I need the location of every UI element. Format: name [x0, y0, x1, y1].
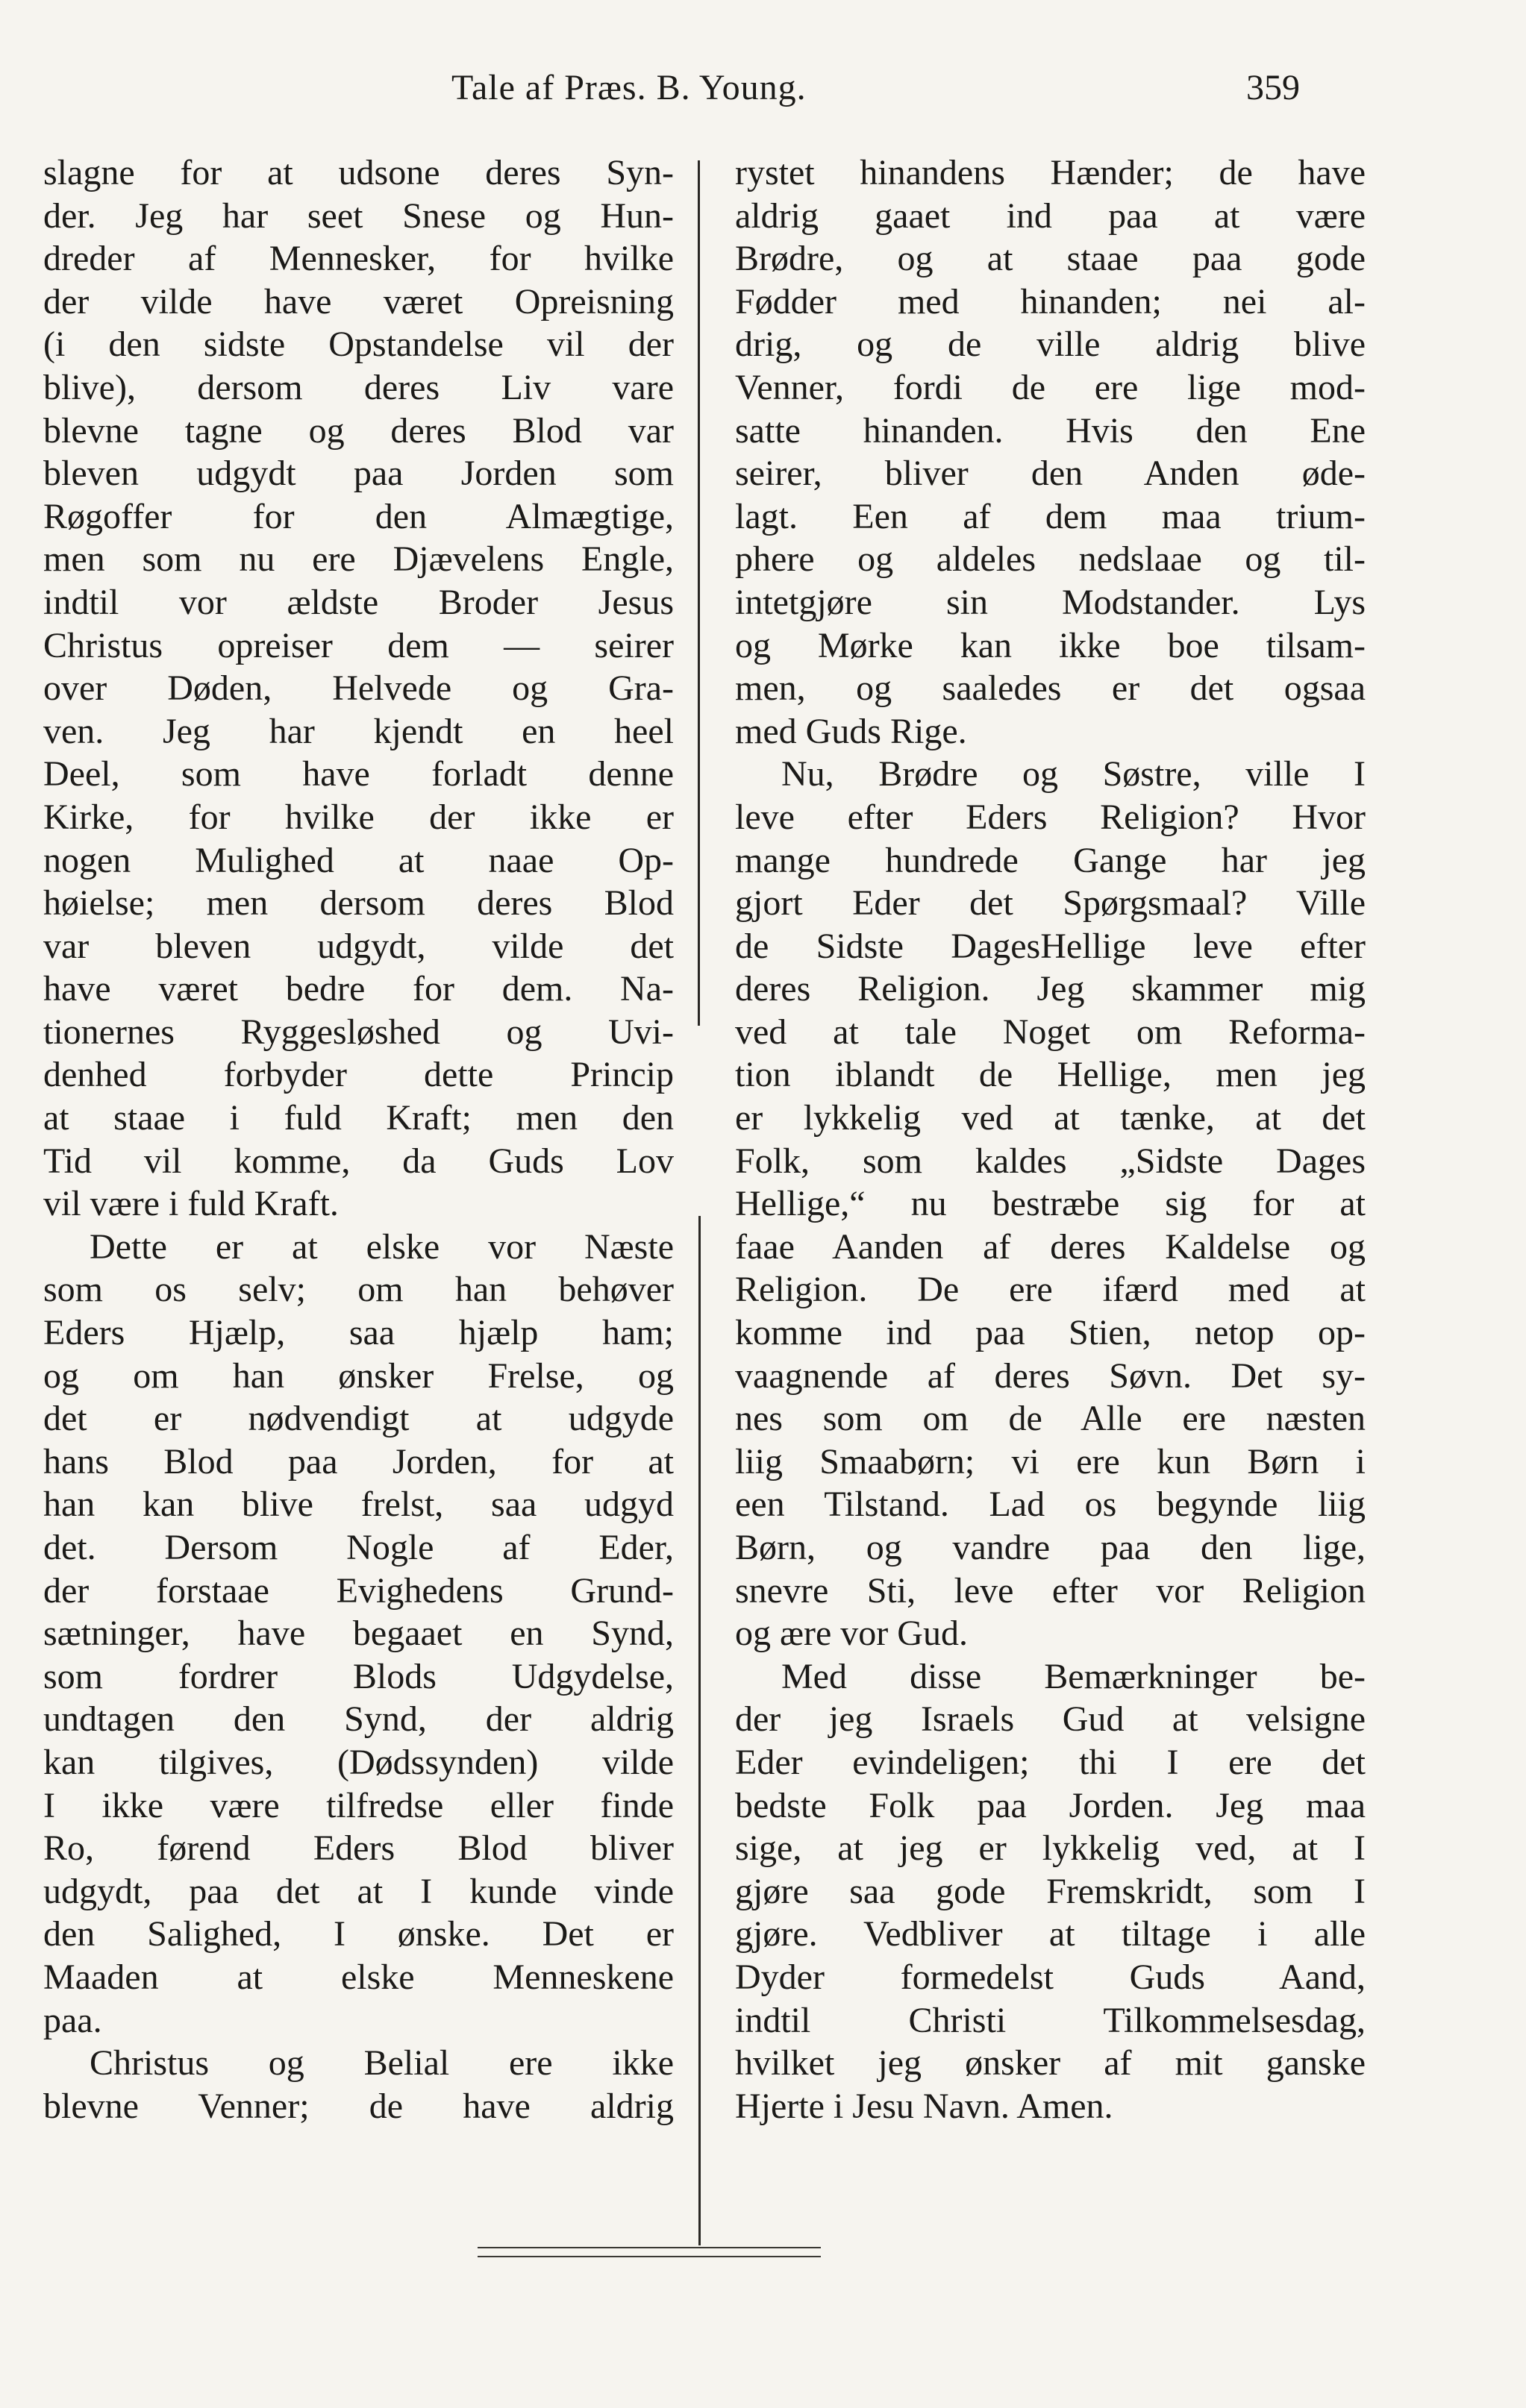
text-line: komme ind paa Stien, netop op-: [735, 1313, 1366, 1353]
text-line: sætninger, have begaaet en Synd,: [43, 1614, 674, 1654]
text-line: og ære vor Gud.: [735, 1614, 968, 1654]
text-line: der. Jeg har seet Snese og Hun-: [43, 195, 674, 236]
text-line: gjøre saa gode Fremskridt, som I: [735, 1871, 1366, 1911]
text-line: Kirke, for hvilke der ikke er: [43, 797, 674, 837]
text-line: Brødre, og at staae paa gode: [735, 239, 1366, 279]
running-head: [0, 67, 1526, 119]
text-line: I ikke være tilfredse eller finde: [43, 1785, 674, 1825]
text-line: Fødder med hinanden; nei al-: [735, 281, 1366, 322]
text-line: Folk, som kaldes „Sidste Dages: [735, 1141, 1366, 1181]
text-line: mange hundrede Gange har jeg: [735, 840, 1366, 880]
left-text-column: [43, 151, 674, 2128]
column-divider: [698, 160, 700, 1026]
text-line: Christus opreiser dem — seirer: [43, 625, 674, 665]
text-line: høielse; men dersom deres Blod: [43, 883, 674, 924]
text-line: Tid vil komme, da Guds Lov: [43, 1141, 674, 1181]
text-line: blive), dersom deres Liv vare: [43, 367, 674, 407]
text-line: men, og saaledes er det ogsaa: [735, 668, 1366, 709]
text-line: den Salighed, I ønske. Det er: [43, 1914, 674, 1954]
text-line: een Tilstand. Lad os begynde liig: [735, 1484, 1366, 1525]
footer-rule-double: [478, 2256, 821, 2257]
running-title: Tale af Præs. B. Young.: [451, 68, 807, 107]
text-line: Venner, fordi de ere lige mod-: [735, 367, 1366, 407]
text-line: Eder evindeligen; thi I ere det: [735, 1742, 1366, 1782]
text-line: Christus og Belial ere ikke: [90, 2043, 674, 2084]
text-line: faae Aanden af deres Kaldelse og: [735, 1226, 1366, 1267]
text-line: undtagen den Synd, der aldrig: [43, 1699, 674, 1740]
text-line: som fordrer Blods Udgydelse,: [43, 1656, 674, 1696]
text-line: vil være i fuld Kraft.: [43, 1184, 339, 1224]
right-text-column: [735, 151, 1366, 2128]
text-line: Ro, førend Eders Blod bliver: [43, 1828, 674, 1869]
text-line: ved at tale Noget om Reforma-: [735, 1012, 1366, 1052]
text-line: tionernes Ryggesløshed og Uvi-: [43, 1012, 674, 1052]
text-line: han kan blive frelst, saa udgyd: [43, 1484, 674, 1525]
text-line: der vilde have været Opreisning: [43, 281, 674, 322]
text-line: nogen Mulighed at naae Op-: [43, 840, 674, 880]
text-line: tion iblandt de Hellige, men jeg: [735, 1055, 1366, 1095]
text-line: slagne for at udsone deres Syn-: [43, 153, 674, 192]
text-line: phere og aldeles nedslaae og til-: [735, 539, 1366, 580]
text-line: men som nu ere Djævelens Engle,: [43, 539, 674, 580]
text-line: deres Religion. Jeg skammer mig: [735, 969, 1366, 1009]
text-line: som os selv; om han behøver: [43, 1270, 674, 1310]
text-line: have været bedre for dem. Na-: [43, 969, 674, 1009]
text-line: leve efter Eders Religion? Hvor: [735, 797, 1366, 837]
text-line: og om han ønsker Frelse, og: [43, 1355, 674, 1396]
text-line: over Døden, Helvede og Gra-: [43, 668, 674, 709]
text-line: Dette er at elske vor Næste: [90, 1226, 674, 1267]
text-line: Dyder formedelst Guds Aand,: [735, 1957, 1366, 1997]
text-line: Religion. De ere ifærd med at: [735, 1270, 1366, 1310]
text-line: Maaden at elske Menneskene: [43, 1957, 674, 1997]
text-line: kan tilgives, (Dødssynden) vilde: [43, 1742, 674, 1782]
text-line: lagt. Een af dem maa trium-: [735, 496, 1366, 536]
text-line: udgydt, paa det at I kunde vinde: [43, 1871, 674, 1911]
text-line: indtil Christi Tilkommelsesdag,: [735, 2000, 1366, 2040]
text-line: blevne tagne og deres Blod var: [43, 410, 674, 451]
text-line: aldrig gaaet ind paa at være: [735, 195, 1366, 236]
text-line: Med disse Bemærkninger be-: [781, 1656, 1366, 1696]
text-line: der forstaae Evighedens Grund-: [43, 1570, 674, 1611]
text-line: det. Dersom Nogle af Eder,: [43, 1528, 674, 1567]
text-line: at staae i fuld Kraft; men den: [43, 1098, 674, 1138]
text-line: indtil vor ældste Broder Jesus: [43, 582, 674, 622]
text-line: der jeg Israels Gud at velsigne: [735, 1699, 1366, 1740]
text-line: bedste Folk paa Jorden. Jeg maa: [735, 1785, 1366, 1825]
text-line: bleven udgydt paa Jorden som: [43, 454, 674, 494]
text-line: liig Smaabørn; vi ere kun Børn i: [735, 1441, 1366, 1482]
text-line: (i den sidste Opstandelse vil der: [43, 324, 674, 365]
text-line: hans Blod paa Jorden, for at: [43, 1441, 674, 1482]
text-line: satte hinanden. Hvis den Ene: [735, 410, 1366, 451]
page-number: 359: [1246, 68, 1300, 107]
text-line: med Guds Rige.: [735, 711, 967, 751]
text-line: gjort Eder det Spørgsmaal? Ville: [735, 883, 1366, 924]
text-line: Hellige,“ nu bestræbe sig for at: [735, 1184, 1366, 1224]
text-line: det er nødvendigt at udgyde: [43, 1399, 674, 1439]
text-line: denhed forbyder dette Princip: [43, 1055, 674, 1095]
text-line: blevne Venner; de have aldrig: [43, 2086, 674, 2126]
text-line: paa.: [43, 2000, 102, 2040]
text-line: intetgjøre sin Modstander. Lys: [735, 582, 1366, 622]
text-line: seirer, bliver den Anden øde-: [735, 454, 1366, 494]
text-line: de Sidste DagesHellige leve efter: [735, 926, 1366, 966]
text-line: hvilket jeg ønsker af mit ganske: [735, 2043, 1366, 2084]
text-line: Deel, som have forladt denne: [43, 754, 674, 794]
text-line: dreder af Mennesker, for hvilke: [43, 239, 674, 279]
text-line: snevre Sti, leve efter vor Religion: [735, 1570, 1366, 1611]
text-line: drig, og de ville aldrig blive: [735, 324, 1366, 365]
text-line: sige, at jeg er lykkelig ved, at I: [735, 1828, 1366, 1869]
text-line: er lykkelig ved at tænke, at det: [735, 1098, 1366, 1138]
text-line: var bleven udgydt, vilde det: [43, 926, 674, 966]
text-line: Eders Hjælp, saa hjælp ham;: [43, 1313, 674, 1353]
text-line: gjøre. Vedbliver at tiltage i alle: [735, 1914, 1366, 1954]
column-divider-lower: [698, 1216, 701, 2245]
footer-rule: [478, 2247, 821, 2248]
text-line: Nu, Brødre og Søstre, ville I: [781, 754, 1366, 794]
text-line: Hjerte i Jesu Navn. Amen.: [735, 2086, 1113, 2126]
text-line: ven. Jeg har kjendt en heel: [43, 711, 674, 751]
text-line: vaagnende af deres Søvn. Det sy-: [735, 1355, 1366, 1396]
text-line: rystet hinandens Hænder; de have: [735, 153, 1366, 192]
text-line: Børn, og vandre paa den lige,: [735, 1528, 1366, 1567]
text-line: og Mørke kan ikke boe tilsam-: [735, 625, 1366, 665]
text-line: nes som om de Alle ere næsten: [735, 1399, 1366, 1439]
text-line: Røgoffer for den Almægtige,: [43, 496, 674, 536]
